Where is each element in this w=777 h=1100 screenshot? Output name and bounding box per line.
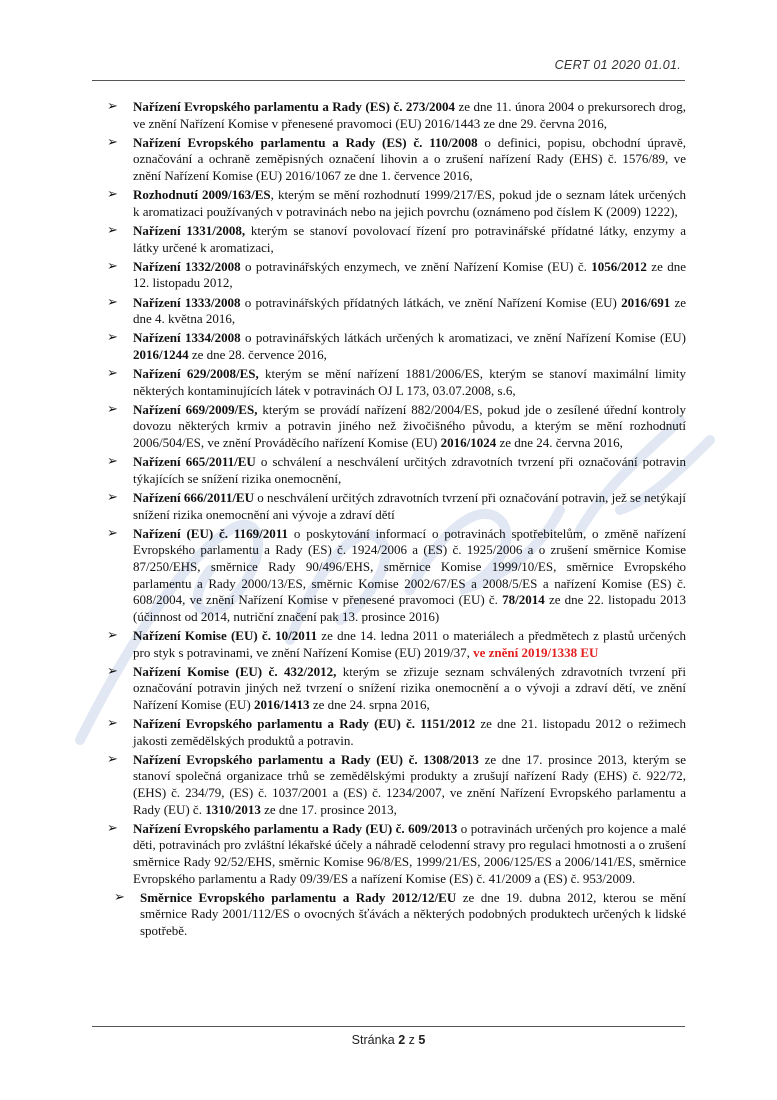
list-item [104, 821, 686, 887]
item-text: o schválení a neschválení určitých zdravotních tvrzení při označování potravin týkajících se snížení rizika onemocnění, [133, 454, 687, 486]
arrow-bullet-icon: ➢ [107, 820, 118, 836]
regulation-title: Nařízení Komise (EU) č. 432/2012, [133, 663, 337, 679]
list-item [104, 628, 686, 661]
list-item [104, 366, 686, 399]
arrow-bullet-icon: ➢ [107, 187, 118, 203]
arrow-bullet-icon: ➢ [107, 401, 118, 417]
item-text: , kterým se mění rozhodnutí 1999/217/ES, pokud jde o seznam látek určených k aromatizaci používaných v potravinách nebo na jejich povrchu (oznámeno pod číslem K (2009) 1222), [133, 187, 686, 219]
arrow-bullet-icon: ➢ [107, 751, 118, 767]
regulation-title: 78/2014 [502, 592, 545, 608]
page-number: 2 [398, 1033, 406, 1047]
list-item [104, 259, 686, 292]
arrow-bullet-icon: ➢ [107, 258, 118, 274]
regulation-title: Rozhodnutí 2009/163/ES [133, 187, 271, 203]
arrow-bullet-icon: ➢ [107, 525, 118, 541]
item-text: o definici, popisu, obchodní úpravě, označování a ochraně zeměpisných označení lihovin a o zrušení nařízení Rady (EHS) č. 1576/89, ve znění Nařízení Komise (EU) 2016/1067 ze dne 1. července 2016, [133, 134, 686, 183]
arrow-bullet-icon: ➢ [107, 222, 118, 238]
item-text: ze dne 11. února 2004 o prekursorech drog, ve znění Nařízení Komise v přenesené pravomoci (EU) 2016/1443 ze dne 29. června 2016, [133, 99, 686, 131]
item-text: ze dne 14. ledna 2011 o materiálech a předmětech z plastů určených pro styk s potravinami, ve znění Nařízení Komise (EU) 2019/37, [133, 627, 686, 660]
arrow-bullet-icon: ➢ [107, 366, 118, 382]
list-item [104, 752, 686, 818]
regulation-title: Nařízení 1331/2008, [133, 222, 246, 238]
item-text: o neschválení určitých zdravotních tvrzení při označování potravin, jež se netýkají snížení rizika onemocnění ani vývoje a zdraví dětí [133, 490, 686, 522]
regulation-title: Nařízení 1333/2008 [133, 294, 241, 310]
arrow-bullet-icon: ➢ [107, 134, 118, 150]
item-text: ze dne 17. prosince 2013, [260, 801, 397, 817]
list-item [104, 99, 686, 132]
arrow-bullet-icon: ➢ [107, 454, 118, 470]
header-divider [92, 80, 685, 81]
item-text: kterým se zřizuje seznam schválených zdravotních tvrzení při označování potravin jiných než tvrzení o snížení rizika onemocnění a o vývoji a zdraví dětí, ve znění Nařízení Komise (EU) [133, 663, 686, 712]
item-text: o potravinářských přídatných látkách, ve znění Nařízení Komise (EU) [240, 294, 622, 310]
page-footer [0, 1033, 777, 1047]
item-text: o potravinářských enzymech, ve znění Nařízení Komise (EU) č. [240, 258, 592, 274]
regulation-title: 2016/1413 [253, 696, 310, 712]
arrow-bullet-icon: ➢ [107, 627, 118, 643]
item-text: kterým se mění nařízení 1881/2006/ES, kterým se stanoví maximální limity některých kontaminujících látek v potravinách OJ L 173, 03.07.2008, s.6, [133, 366, 686, 398]
item-text: ze dne 12. listopadu 2012, [133, 258, 686, 291]
list-item [104, 716, 686, 749]
arrow-bullet-icon: ➢ [107, 330, 118, 346]
list-item [104, 135, 686, 185]
regulation-title: 1056/2012 [591, 258, 647, 274]
item-text: ze dne 4. května 2016, [133, 294, 686, 327]
regulation-title: Směrnice Evropského parlamentu a Rady 2012/12/EU [140, 889, 457, 905]
item-text: ze dne 21. listopadu 2012 o režimech jakosti zemědělských produktů a potravin. [133, 716, 686, 748]
item-text: ze dne 24. června 2016, [496, 435, 623, 451]
list-item [104, 402, 686, 452]
arrow-bullet-icon: ➢ [107, 716, 118, 732]
arrow-bullet-icon: ➢ [107, 663, 118, 679]
regulation-title: Nařízení Evropského parlamentu a Rady (EU) č. 1151/2012 [133, 716, 476, 732]
list-item [104, 187, 686, 220]
regulation-title: Nařízení (EU) č. 1169/2011 [133, 525, 289, 541]
item-text: kterým se stanoví povolovací řízení pro potravinářské přídatné látky, enzymy a látky určené k aromatizaci, [133, 222, 687, 255]
item-text: ze dne 17. prosince 2013, kterým se stanoví společná organizace trhů se zemědělskými produkty a zrušují nařízení Rady (EHS) č. 922/72, (EHS) č. 234/79, (ES) č. 1037/2001 a (ES) č. 1234/2007, ve znění Nařízení Evropského parlamentu a Rady (EU) č. [133, 751, 686, 817]
item-text: o potravinách určených pro kojence a malé děti, potravinách pro zvláštní lékařské účely a náhradě celodenní stravy pro regulaci hmotnosti a o zrušení směrnice Rady 92/52/EHS, směrnic Komise 96/8/ES, 1999/21/ES, 2006/125/ES a 2006/141/ES, směrnice Evropského parlamentu a Rady 09/39/ES a nařízení Komise (ES) č. 41/2009 a (ES) č. 953/2009. [133, 820, 686, 886]
regulation-title: Nařízení 1334/2008 [133, 330, 241, 346]
arrow-bullet-icon: ➢ [107, 99, 118, 114]
item-text: ze dne 22. listopadu 2013 (účinnost od 2014, nutriční značení pak 13. prosince 2016) [133, 592, 686, 624]
regulation-title: Nařízení 665/2011/EU [133, 454, 256, 470]
arrow-bullet-icon: ➢ [107, 294, 118, 310]
regulation-title: Nařízení Evropského parlamentu a Rady (ES) č. 273/2004 [133, 99, 456, 114]
regulation-title: Nařízení Evropského parlamentu a Rady (ES) č. 110/2008 [133, 134, 478, 150]
regulation-title: Nařízení 629/2008/ES, [133, 366, 259, 382]
item-text: kterým se provádí nařízení 882/2004/ES, pokud jde o zesílené úřední kontroly dovozu některých krmiv a potravin jiného než živočišného původu, a kterým se mění rozhodnutí 2006/504/ES, ve znění Prováděcího nařízení Komise (EU) [133, 401, 686, 451]
document-id-header: CERT 01 2020 01.01. [554, 58, 681, 72]
list-item [104, 890, 686, 940]
highlight-text: ve znění 2019/1338 EU [473, 644, 599, 660]
list-item [104, 664, 686, 714]
regulation-title: 2016/1024 [440, 435, 497, 451]
footer-divider [92, 1026, 685, 1027]
regulation-title: Nařízení 666/2011/EU [133, 490, 254, 505]
list-item [104, 526, 686, 626]
regulation-title: Nařízení 1332/2008 [133, 258, 241, 274]
item-text: ze dne 19. dubna 2012, kterou se mění směrnice Rady 2001/112/ES o ovocných šťávách a některých podobných produktech určených k lidské spotřebě. [140, 889, 686, 938]
list-item [104, 330, 686, 363]
page-separator: z [408, 1033, 415, 1047]
arrow-bullet-icon: ➢ [107, 490, 118, 505]
regulation-title: 1310/2013 [205, 801, 261, 817]
list-item [104, 223, 686, 256]
regulation-title: Nařízení Evropského parlamentu a Rady (EU) č. 609/2013 [133, 820, 458, 836]
page-label: Stránka [351, 1033, 395, 1047]
page-total: 5 [418, 1033, 426, 1047]
list-item [104, 454, 686, 487]
list-item [104, 295, 686, 328]
item-text: o potravinářských látkách určených k aromatizaci, ve znění Nařízení Komise (EU) [240, 330, 686, 346]
item-text: o poskytování informací o potravinách spotřebitelům, o změně nařízení Evropského parlamentu a Rady (ES) č. 1924/2006 a (ES) č. 1925/2006 a o zrušení směrnice Komise 87/250/EHS, směrnice Rady 90/496/EHS, směrnice Komise 1999/10/ES, směrnice Evropského parlamentu a Rady 2000/13/ES, směrnic Komise 2002/67/ES a 2008/5/ES a nařízení Komise (ES) č. 608/2004, ve znění Nařízení Komise v přenesené pravomoci (EU) č. [133, 525, 686, 608]
arrow-bullet-icon: ➢ [114, 889, 125, 905]
item-text: ze dne 28. července 2016, [188, 346, 327, 362]
regulation-title: 2016/1244 [133, 346, 189, 362]
list-item [104, 490, 686, 523]
regulation-title: Nařízení Evropského parlamentu a Rady (EU) č. 1308/2013 [133, 751, 479, 767]
regulation-title: Nařízení 669/2009/ES, [133, 401, 258, 417]
regulation-title: Nařízení Komise (EU) č. 10/2011 [133, 627, 318, 643]
item-text: ze dne 24. srpna 2016, [309, 696, 430, 712]
regulation-title: 2016/691 [621, 294, 671, 310]
legislation-list [104, 99, 686, 942]
